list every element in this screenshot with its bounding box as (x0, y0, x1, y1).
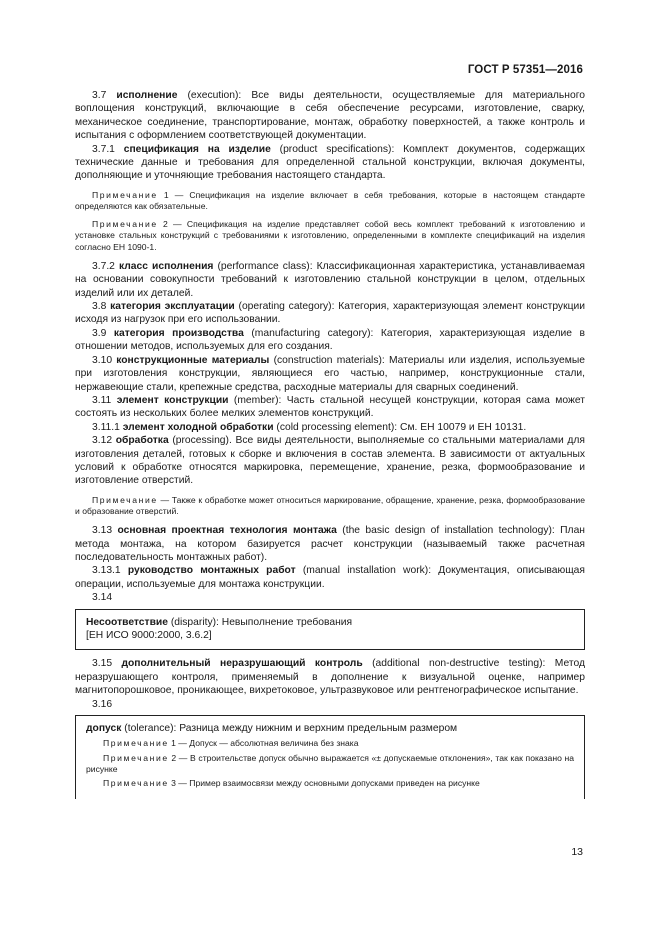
term-definition: (member): Часть стальной несущей конструкции, которая сама может состоять из нескольких более мелких элементов конструкций. (75, 394, 585, 420)
note-text: — Также к обработке может относиться маркирование, обращение, хранение, резка, формообразование и образование отверстий. (75, 494, 585, 516)
note-label: Примечание (92, 219, 158, 230)
term-paragraph (75, 657, 585, 697)
boxed-definition (86, 722, 574, 735)
source-reference: [ЕН ИСО 9000:2000, 3.6.2] (86, 630, 212, 642)
term-title: элемент холодной обработки (122, 421, 274, 433)
term-title: обработка (115, 435, 169, 447)
note (86, 778, 574, 789)
note-label: Примечание (103, 752, 169, 763)
clause-number-only (75, 591, 585, 604)
term-definition: (tolerance): Разница между нижним и верхним предельным размером (124, 723, 458, 735)
term-definition: (construction materials): Материалы или изделия, используемые при изготовления конструкции, являющиеся его частью, например, конструкционные стали, нержавеющие стали, крепежные средства, расходные материалы для сварных соединений. (75, 354, 585, 393)
term-title: категория эксплуатации (110, 301, 235, 313)
note (75, 495, 585, 517)
note-text: 1 — Допуск — абсолютная величина без знака (171, 738, 359, 749)
note (75, 190, 585, 212)
note (75, 219, 585, 253)
page-number: 13 (571, 846, 583, 858)
term-definition: (execution): Все виды деятельности, осуществляемые для материального воплощения конструкций, включающие в себя обеспечение ресурсами, изготовление, сварку, механическое соединение, транспортирование, монтаж, обработку поверхностей, а также контроль и испытания с оформлением соответствующей документации. (75, 90, 585, 142)
clause-number: 3.7.1 (92, 143, 115, 155)
clause-number: 3.12 (92, 435, 113, 447)
term-definition: (additional non-destructive testing): Метод неразрушающего контроля, применяемый в дополнение к визуальной оценке, например магнитопорошковое, проникающее, вихретоковое, ультразвуковое или рентгенографическое испытание. (75, 658, 585, 697)
page-content (75, 89, 585, 799)
term-definition: (manual installation work): Документация, описывающая операции, используемые для монтажа конструкции. (75, 565, 585, 590)
clause-number: 3.9 (92, 327, 107, 339)
clause-number: 3.8 (92, 301, 107, 313)
term-paragraph (75, 564, 585, 591)
term-paragraph (75, 300, 585, 327)
note-label: Примечание (92, 494, 158, 505)
term-definition: (the basic design of installation technology): План метода монтажа, на котором базируется расчет конструкции (называемый также расчетная последовательность монтажных работ). (75, 525, 585, 563)
note-text: 1 — Спецификация на изделие включает в себя требования, которые в настоящем стандарте определяются как обязательные. (75, 189, 586, 212)
term-paragraph (75, 354, 585, 394)
term-title: исполнение (116, 90, 178, 101)
note (86, 753, 574, 775)
term-title: категория производства (113, 327, 244, 339)
term-definition: (performance class): Классификационная характеристика, устанавливаемая на основании совокупности требований к изготовлению стальной конструкции в целом, отдельных изделий или их деталей. (75, 260, 585, 299)
term-paragraph (75, 89, 585, 143)
clause-number: 3.11 (92, 394, 112, 406)
clause-number: 3.7 (92, 90, 107, 101)
note-label: Примечание (103, 738, 169, 749)
term-title: конструкционные материалы (116, 354, 270, 366)
term-title: руководство монтажных работ (127, 565, 296, 577)
clause-number: 3.13.1 (92, 565, 121, 577)
term-title: класс исполнения (118, 260, 214, 272)
clause-number: 3.7.2 (92, 260, 115, 272)
term-title: основная проектная технология монтажа (117, 525, 337, 537)
note-text: 2 — В строительстве допуск обычно выражается «± допускаемые отклонения», так как показано на рисунке (86, 752, 575, 774)
term-title: спецификация на изделие (123, 143, 271, 155)
note-label: Примечание (92, 189, 158, 200)
term-paragraph (75, 143, 585, 183)
clause-number: 3.10 (92, 354, 113, 366)
standard-designation: ГОСТ Р 57351—2016 (467, 64, 583, 76)
term-definition: (operating category): Категория, характеризующая элемент конструкции исходя из нагрузок при его использовании. (75, 301, 585, 326)
clause-number-only (75, 698, 585, 711)
term-definition: (cold processing element): См. ЕН 10079 и ЕН 10131. (276, 421, 527, 433)
term-definition: (manufacturing category): Категория, характеризующая изделие в отношении методов, используемых для его создания. (75, 327, 585, 353)
clause-number: 3.15 (92, 658, 113, 670)
term-definition: (disparity): Невыполнение требования (170, 616, 353, 628)
term-paragraph (75, 421, 585, 434)
note-text: 3 — Пример взаимосвязи между основными допусками приведен на рисунке (171, 778, 480, 789)
term-title: элемент конструкции (116, 394, 229, 406)
note (86, 738, 574, 749)
term-title: допуск (86, 723, 122, 735)
term-definition: (processing). Все виды деятельности, выполняемые со стальными материалами для изготовления деталей, готовых к сборке и включения в состав элемента. В зависимости от актуальных условий к обработке относятся маркировка, перемещение, хранение, резка, формообразование и изготовление отверстий. (75, 435, 585, 487)
clause-number: 3.13 (92, 525, 113, 537)
term-title: Несоответствие (86, 616, 168, 628)
term-paragraph (75, 260, 585, 300)
clause-number: 3.11.1 (92, 421, 120, 433)
term-paragraph (75, 524, 585, 564)
term-title: дополнительный неразрушающий контроль (121, 658, 363, 670)
term-paragraph (75, 327, 585, 354)
clause-number: 3.14 (92, 592, 113, 604)
note-label: Примечание (103, 778, 169, 789)
term-paragraph (75, 434, 585, 488)
term-paragraph (75, 394, 585, 421)
term-definition: (product specifications): Комплект документов, содержащих технические данные и требования для определенной стальной конструкции, включая документы, дополняющие и уточняющие требования настоящего стандарта. (75, 143, 585, 182)
note-text: 2 — Спецификация на изделие представляет собой весь комплект требований к изготовлению и установке стальных конструкций с требованиями к изготовлению, определенными в комплекте спецификаций на изделия согласно ЕН 1090-1. (75, 219, 586, 252)
term-box-tolerance (75, 715, 585, 799)
boxed-definition (86, 616, 574, 629)
term-box-disparity (75, 609, 585, 651)
clause-number: 3.16 (92, 698, 113, 710)
